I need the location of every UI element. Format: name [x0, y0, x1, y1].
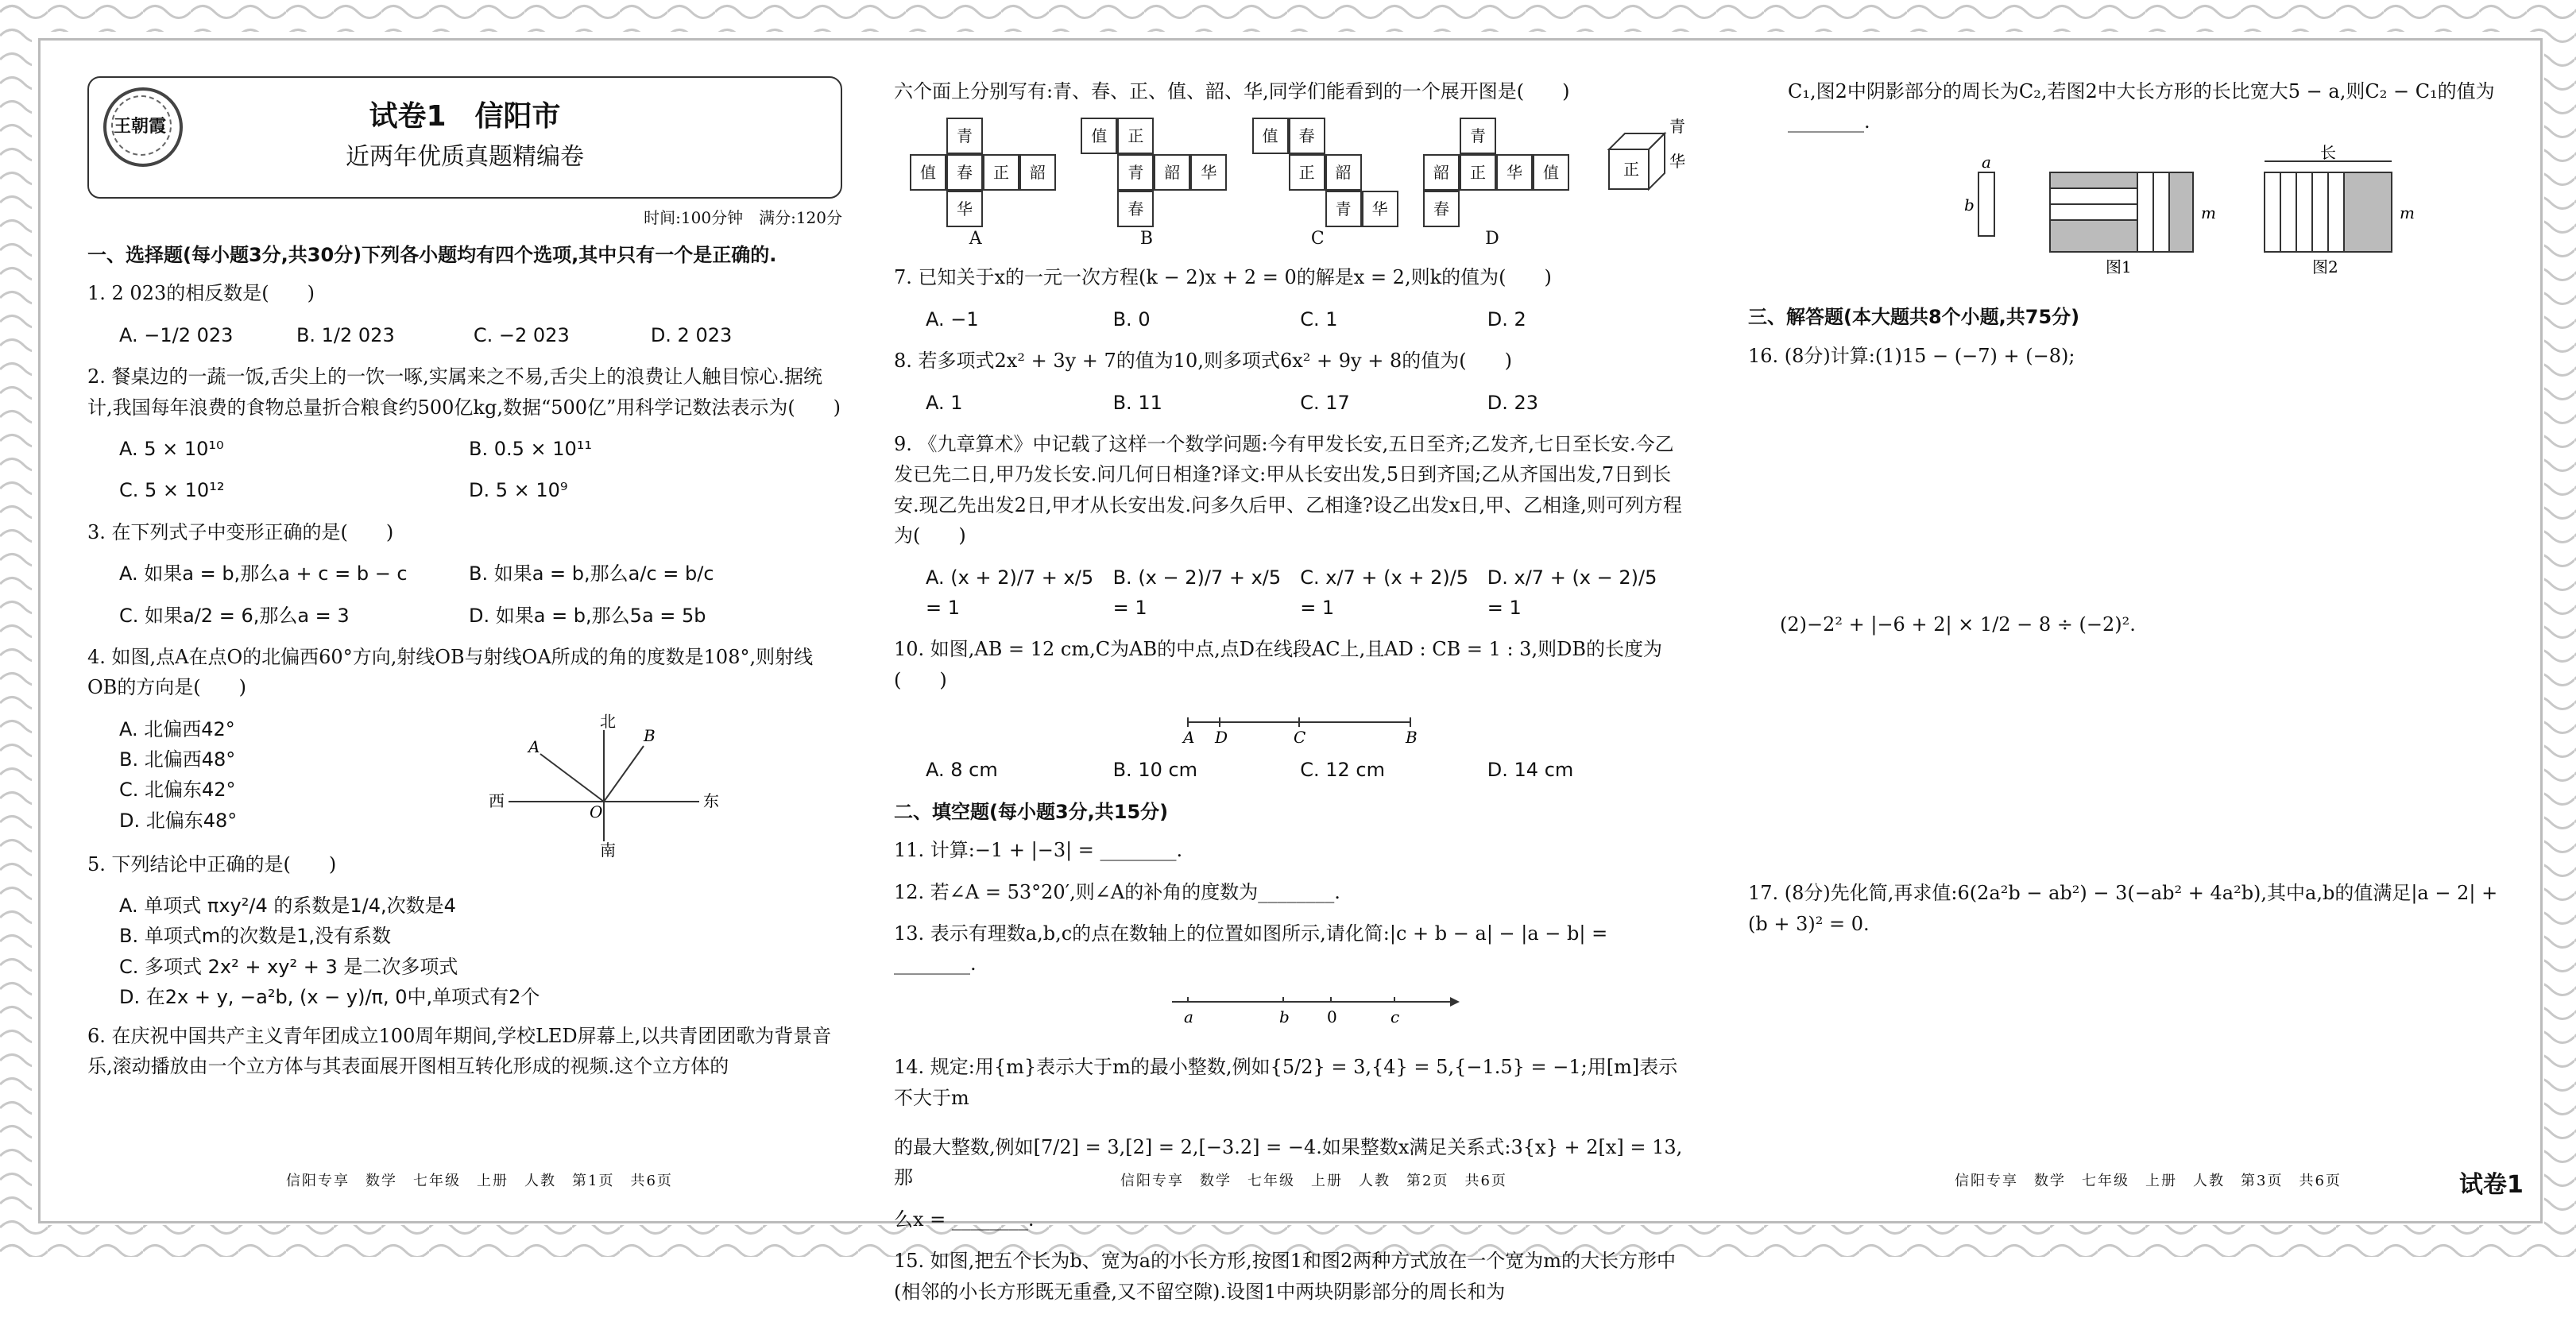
question-6: 6. 在庆祝中国共产主义青年团成立100周年期间,学校LED屏幕上,以共青团团歌为背景音乐,滚动播放由一个立方体与其表面展开图相互转化形成的视频.这个立方体的 — [87, 1024, 832, 1078]
section-3-heading: 三、解答题(本大题共8个小题,共75分) — [1748, 306, 2080, 329]
net-d — [1423, 118, 1561, 253]
net-cell: 值 — [1252, 118, 1289, 154]
option-d: D. 23 — [1487, 391, 1539, 414]
net-cell: 春 — [1423, 191, 1460, 227]
option-a: A. 5 × 10¹⁰ — [119, 437, 224, 460]
net-label: B — [1139, 229, 1154, 249]
cube-3d-figure — [1601, 118, 1688, 205]
net-c — [1252, 118, 1388, 253]
net-label: D — [1485, 229, 1499, 249]
question-9: 9. 《九章算术》中记载了这样一个数学问题:今有甲发长安,五日至齐;乙发齐,七日至长安.今乙发已先二日,甲乃发长安.问几何日相逢?译文:甲从长安出发,5日到齐国;乙从齐国出发,7日到长安.现乙先出发2日,甲才从长安出发.问多久后甲、乙相逢?设乙出发x日,甲、乙相逢,则可列方程为( ) — [894, 432, 1682, 547]
question-11: 11. 计算:−1 + |−3| = ________. — [894, 839, 1183, 862]
option-d: D. 5 × 10⁹ — [469, 479, 568, 502]
net-cell: 正 — [1117, 118, 1154, 154]
brand-seal-text: 王朝霞 — [113, 116, 166, 137]
net-cell: 正 — [1460, 154, 1496, 191]
net-cell: 值 — [910, 154, 946, 191]
option-c: C. 12 cm — [1300, 759, 1385, 782]
question-5: 5. 下列结论中正确的是( ) — [87, 852, 337, 875]
question-1-options — [87, 320, 842, 350]
question-9-options — [894, 562, 1688, 624]
option-a: A. 北偏西42° — [119, 717, 235, 740]
question-2-options-row1 — [87, 434, 842, 464]
cube-top: 青 — [1669, 117, 1686, 137]
axis-0: 0 — [1327, 1007, 1337, 1026]
question-14-line2: 的最大整数,例如[7/2] = 3,[2] = 2,[−3.2] = −4.如果整数x满足关系式:3{x} + 2[x] = 13,那 — [894, 1135, 1683, 1189]
option-d: D. x/7 + (x − 2)/5 = 1 — [1487, 566, 1657, 619]
net-cell: 韶 — [1325, 154, 1362, 191]
label-south: 南 — [600, 840, 616, 860]
column-1 — [87, 76, 842, 1092]
cube-nets-figure — [910, 118, 1688, 253]
option-c: C. 多项式 2x² + xy² + 3 是二次多项式 — [119, 955, 458, 978]
segment-figure — [1180, 706, 1498, 746]
question-4: 4. 如图,点A在点O的北偏西60°方向,射线OB与射线OA所成的角的度数是108°,则射线OB的方向是( ) — [87, 645, 814, 699]
net-cell: 正 — [983, 154, 1019, 191]
net-a — [910, 118, 1046, 253]
net-cell: 青 — [1117, 154, 1154, 191]
question-14-line1: 14. 规定:用{m}表示大于m的最小整数,例如{5/2} = 3,{4} = 5,{−1.5} = −1;用[m]表示不大于m — [894, 1056, 1678, 1109]
net-cell: 华 — [1190, 154, 1227, 191]
option-d: D. 2 — [1487, 307, 1526, 330]
label-west: 西 — [489, 790, 505, 810]
question-13: 13. 表示有理数a,b,c的点在数轴上的位置如图所示,请化简:|c + b − a| − |a − b| = ________. — [894, 922, 1608, 976]
question-15: 15. 如图,把五个长为b、宽为a的小长方形,按图1和图2两种方式放在一个宽为m的大长方形中(相邻的小长方形既无重叠,又不留空隙).设图1中两块阴影部分的周长和为 — [894, 1250, 1677, 1303]
label-c: C — [1294, 728, 1306, 748]
axis-b: b — [1279, 1007, 1290, 1026]
net-cell: 值 — [1533, 154, 1569, 191]
label-fig1: 图1 — [2106, 257, 2132, 276]
label-a: a — [1982, 152, 1991, 172]
section-1-heading: 一、选择题(每小题3分,共30分)下列各小题均有四个选项,其中只有一个是正确的. — [87, 244, 777, 266]
net-label: C — [1310, 229, 1325, 249]
label-m-fig2: m — [2400, 203, 2415, 222]
net-cell: 春 — [1117, 191, 1154, 227]
question-16-part1: 16. (8分)计算:(1)15 − (−7) + (−8); — [1748, 344, 2075, 367]
exam-number-badge: 试卷1 — [2459, 1171, 2524, 1199]
net-b — [1081, 118, 1217, 253]
option-c: C. 5 × 10¹² — [119, 479, 225, 502]
option-a: A. 8 cm — [926, 759, 998, 782]
label-b: B — [1406, 728, 1418, 748]
column-3 — [1748, 76, 2511, 950]
option-a: A. 如果a = b,那么a + c = b − c — [119, 562, 408, 586]
label-east: 东 — [703, 790, 719, 810]
option-a: A. 1 — [926, 391, 963, 414]
label-d: D — [1215, 728, 1228, 748]
option-c: C. 17 — [1300, 391, 1350, 414]
column-2 — [894, 76, 1688, 1318]
compass-angle-figure — [485, 711, 723, 860]
net-cell: 青 — [1325, 191, 1362, 227]
cube-right: 华 — [1669, 152, 1686, 172]
label-b: B — [644, 725, 656, 745]
ray-ob — [604, 746, 644, 802]
cube-front: 正 — [1623, 160, 1640, 180]
question-10-options — [894, 755, 1688, 785]
net-cell: 值 — [1081, 118, 1117, 154]
net-cell: 青 — [946, 118, 983, 154]
net-cell: 华 — [946, 191, 983, 227]
option-c: C. 北偏东42° — [119, 779, 236, 802]
option-d: D. 北偏东48° — [119, 809, 238, 832]
option-c: C. −2 023 — [473, 323, 570, 346]
label-length: 长 — [2320, 142, 2336, 162]
exam-subtitle: 近两年优质真题精编卷 — [346, 143, 584, 171]
question-2-options-row2 — [87, 475, 842, 505]
option-a: A. (x + 2)/7 + x/5 = 1 — [926, 566, 1094, 619]
question-10: 10. 如图,AB = 12 cm,C为AB的中点,点D在线段AC上,且AD : CB = 1 : 3,则DB的长度为( ) — [894, 638, 1662, 691]
question-17: 17. (8分)先化简,再求值:6(2a²b − ab²) − 3(−ab² + 4a²b),其中a,b的值满足|a − 2| + (b + 3)² = 0. — [1748, 882, 2498, 935]
rectangle-figures — [1756, 142, 2471, 284]
label-a: A — [1183, 728, 1195, 748]
axis-a: a — [1184, 1007, 1193, 1026]
option-b: B. 北偏西48° — [119, 748, 236, 771]
label-m-fig1: m — [2201, 203, 2216, 222]
exam-meta: 时间:100分钟 满分:120分 — [644, 208, 842, 227]
net-cell: 春 — [946, 154, 983, 191]
label-a: A — [528, 736, 540, 756]
net-cell: 华 — [1362, 191, 1398, 227]
question-7-options — [894, 304, 1688, 334]
net-cell: 华 — [1496, 154, 1533, 191]
question-5-options — [87, 891, 842, 1013]
question-3-options-row1 — [87, 559, 842, 589]
page-1-footer: 信阳专享 数学 七年级 上册 人教 第1页 共6页 — [286, 1173, 673, 1189]
page-3-footer: 信阳专享 数学 七年级 上册 人教 第3页 共6页 — [1955, 1173, 2342, 1189]
exam-title: 试卷1 信阳市 — [369, 100, 561, 133]
option-b: B. 11 — [1112, 391, 1162, 414]
option-d: D. 在2x + y, −a²b, (x − y)/π, 0中,单项式有2个 — [119, 986, 540, 1009]
option-b: B. 0 — [1112, 307, 1151, 330]
option-d: D. 14 cm — [1487, 759, 1574, 782]
option-b: B. 如果a = b,那么a/c = b/c — [469, 562, 714, 586]
question-15-continued: C₁,图2中阴影部分的周长为C₂,若图2中大长方形的长比宽大5 − a,则C₂ − C₁的值为________. — [1788, 80, 2495, 133]
net-cell: 青 — [1460, 118, 1496, 154]
label-o: O — [590, 802, 603, 821]
label-north: 北 — [600, 711, 616, 731]
axis-c: c — [1390, 1007, 1400, 1026]
label-b: b — [1964, 195, 1975, 215]
net-cell: 韶 — [1019, 154, 1056, 191]
option-b: B. (x − 2)/7 + x/5 = 1 — [1112, 566, 1282, 619]
net-cell: 春 — [1289, 118, 1325, 154]
exam-header — [87, 76, 842, 199]
net-cell: 正 — [1289, 154, 1325, 191]
option-c: C. 1 — [1300, 307, 1338, 330]
option-b: B. 10 cm — [1112, 759, 1198, 782]
question-2: 2. 餐桌边的一蔬一饭,舌尖上的一饮一啄,实属来之不易,舌尖上的浪费让人触目惊心.据统计,我国每年浪费的食物总量折合粮食约500亿kg,数据“500亿”用科学记数法表示为( ) — [87, 365, 841, 419]
option-b: B. 1/2 023 — [296, 323, 395, 346]
question-4-body — [87, 711, 842, 860]
question-3: 3. 在下列式子中变形正确的是( ) — [87, 520, 394, 543]
option-a: A. −1/2 023 — [119, 323, 234, 346]
page-2-footer: 信阳专享 数学 七年级 上册 人教 第2页 共6页 — [1120, 1173, 1507, 1189]
question-4-options — [87, 714, 485, 849]
net-cell: 韶 — [1154, 154, 1190, 191]
number-line-figure — [1164, 991, 1482, 1030]
option-a: A. −1 — [926, 307, 979, 330]
option-b: B. 0.5 × 10¹¹ — [469, 437, 593, 460]
question-3-options-row2 — [87, 601, 842, 631]
question-8-options — [894, 388, 1688, 418]
question-14-line3: 么x = ________. — [894, 1208, 1035, 1231]
question-12: 12. 若∠A = 53°20′,则∠A的补角的度数为________. — [894, 880, 1340, 903]
question-7: 7. 已知关于x的一元一次方程(k − 2)x + 2 = 0的解是x = 2,则k的值为( ) — [894, 266, 1552, 289]
option-b: B. 单项式m的次数是1,没有系数 — [119, 925, 391, 948]
option-c: C. 如果a/2 = 6,那么a = 3 — [119, 604, 350, 627]
net-cell: 韶 — [1423, 154, 1460, 191]
section-2-heading: 二、填空题(每小题3分,共15分) — [894, 800, 1169, 823]
option-d: D. 2 023 — [650, 323, 733, 346]
ray-oa — [540, 754, 604, 802]
label-fig2: 图2 — [2312, 257, 2338, 276]
question-6-continued: 六个面上分别写有:青、春、正、值、韶、华,同学们能看到的一个展开图是( ) — [894, 80, 1570, 102]
question-8: 8. 若多项式2x² + 3y + 7的值为10,则多项式6x² + 9y + 8的值为( ) — [894, 350, 1512, 373]
question-16-part2: (2)−2² + |−6 + 2| × 1/2 − 8 ÷ (−2)². — [1780, 613, 2136, 636]
option-a: A. 单项式 πxy²/4 的系数是1/4,次数是4 — [119, 895, 456, 918]
option-d: D. 如果a = b,那么5a = 5b — [469, 604, 706, 627]
question-1: 1. 2 023的相反数是( ) — [87, 282, 315, 305]
option-c: C. x/7 + (x + 2)/5 = 1 — [1300, 566, 1469, 619]
net-label: A — [969, 229, 982, 249]
